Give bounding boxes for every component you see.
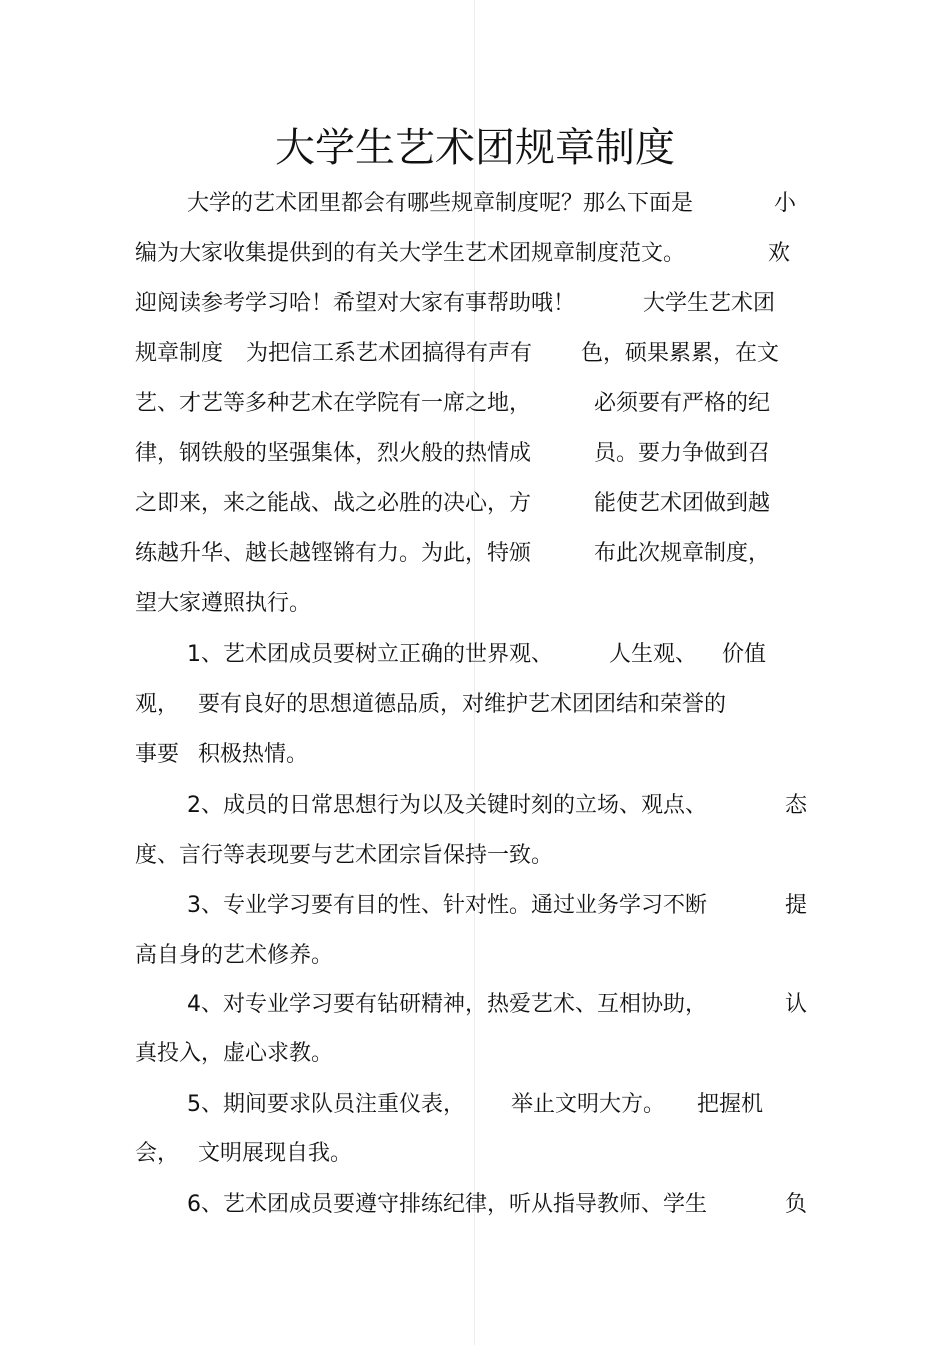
text-segment: 提 xyxy=(785,893,808,918)
text-segment: 欢 xyxy=(768,241,791,266)
text-segment: 态 xyxy=(785,793,808,818)
text-segment: 员。要力争做到召 xyxy=(594,441,771,466)
text-segment: 布此次规章制度， xyxy=(594,541,771,566)
text-segment: 练越升华、越长越铿锵有力。为此，特颁 xyxy=(135,541,532,566)
text-segment: 为把信工系艺术团搞得有声有 xyxy=(246,341,533,366)
text-segment: 事要 xyxy=(135,742,180,767)
text-line xyxy=(0,579,950,629)
text-segment: 律，钢铁般的坚强集体，烈火般的热情成 xyxy=(135,441,532,466)
text-segment: 必须要有严格的纪 xyxy=(594,391,771,416)
text-segment: 要有良好的思想道德品质，对维护艺术团团结和荣誉的 xyxy=(198,692,727,717)
text-segment: 色，硕果累累，在文 xyxy=(581,341,780,366)
text-segment: 价值 xyxy=(722,642,767,667)
text-line xyxy=(0,1180,950,1230)
text-segment: 举止文明大方。 xyxy=(511,1092,666,1117)
text-line xyxy=(0,379,950,429)
text-line xyxy=(0,881,950,931)
text-segment: 负 xyxy=(785,1192,808,1217)
text-segment: 认 xyxy=(785,992,808,1017)
text-segment: 真投入，虚心求教。 xyxy=(135,1041,334,1066)
text-segment: 小 xyxy=(774,191,797,216)
text-segment: 望大家遵照执行。 xyxy=(135,591,312,616)
text-line xyxy=(0,831,950,881)
text-segment: 会， xyxy=(135,1141,180,1166)
text-segment: 4、对专业学习要有钻研精神，热爱艺术、互相协助， xyxy=(187,992,707,1017)
text-line xyxy=(0,1029,950,1079)
text-line xyxy=(0,980,950,1030)
text-segment: 之即来，来之能战、战之必胜的决心，方 xyxy=(135,491,532,516)
text-segment: 能使艺术团做到越 xyxy=(594,491,771,516)
text-segment: 度、言行等表现要与艺术团宗旨保持一致。 xyxy=(135,843,554,868)
text-segment: 3、专业学习要有目的性、针对性。通过业务学习不断 xyxy=(187,893,707,918)
text-segment: 规章制度 xyxy=(135,341,224,366)
text-line xyxy=(0,179,950,229)
text-segment: 大学的艺术团里都会有哪些规章制度呢？那么下面是 xyxy=(187,191,694,216)
text-line xyxy=(0,429,950,479)
text-segment: 艺、才艺等多种艺术在学院有一席之地， xyxy=(135,391,532,416)
text-segment: 人生观、 xyxy=(609,642,698,667)
text-line xyxy=(0,630,950,680)
text-segment: 迎阅读参考学习哈！希望对大家有事帮助哦！ xyxy=(135,291,576,316)
text-segment: 1、艺术团成员要树立正确的世界观、 xyxy=(187,642,553,667)
text-line xyxy=(0,479,950,529)
text-segment: 文明展现自我。 xyxy=(198,1141,353,1166)
text-line xyxy=(0,730,950,780)
text-segment: 观， xyxy=(135,692,180,717)
text-line xyxy=(0,1080,950,1130)
text-line xyxy=(0,931,950,981)
text-line xyxy=(0,229,950,279)
text-line xyxy=(0,1129,950,1179)
text-line xyxy=(0,329,950,379)
text-segment: 6、艺术团成员要遵守排练纪律，听从指导教师、学生 xyxy=(187,1192,707,1217)
text-segment: 积极热情。 xyxy=(198,742,309,767)
text-line xyxy=(0,279,950,329)
text-segment: 5、期间要求队员注重仪表， xyxy=(187,1092,465,1117)
text-segment: 高自身的艺术修养。 xyxy=(135,943,334,968)
text-segment: 把握机 xyxy=(697,1092,764,1117)
text-segment: 2、成员的日常思想行为以及关键时刻的立场、观点、 xyxy=(187,793,707,818)
text-segment: 大学生艺术团 xyxy=(643,291,776,316)
text-line xyxy=(0,781,950,831)
text-line xyxy=(0,529,950,579)
text-segment: 编为大家收集提供到的有关大学生艺术团规章制度范文。 xyxy=(135,241,686,266)
document-title: 大学生艺术团规章制度 xyxy=(275,125,675,171)
text-line xyxy=(0,680,950,730)
